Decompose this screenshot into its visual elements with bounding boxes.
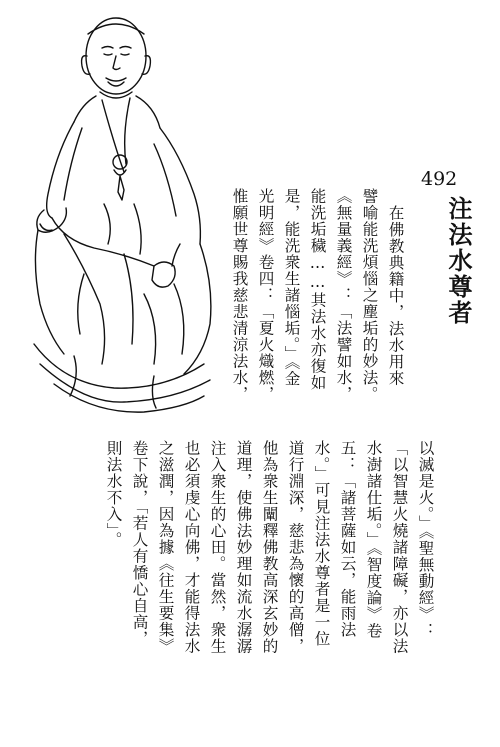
text-column: 是，能洗衆生諸惱垢。」《金 [282, 188, 301, 387]
text-column: 五：「諸菩薩如云，能雨法 [338, 440, 357, 638]
text-column: 注入衆生的心田。當然，衆生 [208, 440, 227, 655]
text-column: 也必須虔心向佛，才能得法水 [182, 440, 201, 655]
text-column: 《無量義經》：「法譬如水， [334, 188, 353, 403]
text-column: 卷下說，「若人有憍心自高， [130, 440, 149, 647]
text-column: 道理，使佛法妙理如流水潺潺 [234, 440, 253, 655]
text-column: 能洗垢穢……其法水亦復如 [308, 188, 327, 391]
text-column: 「以智慧火燒諸障礙，亦以法 [390, 440, 409, 655]
text-column: 水澍諸仕垢。」《智度論》卷 [364, 440, 383, 639]
text-column: 在佛教典籍中，法水用來 [386, 205, 405, 387]
text-column: 道行淵深，慈悲為懷的高僧， [286, 440, 305, 655]
text-column: 則法水不入」。 [104, 440, 123, 548]
text-column: 他為衆生闡釋佛教高深玄妙的 [260, 440, 279, 655]
text-column: 以滅是火。」《聖無動經》： [416, 440, 435, 639]
text-column: 水。」可見注法水尊者是一位 [312, 440, 331, 647]
text-column: 惟願世尊賜我慈悲清涼法水， [230, 188, 249, 403]
text-column: 之滋潤，因為據《往生要集》 [156, 440, 175, 655]
text-column: 光明經》卷四：「夏火熾燃， [256, 188, 275, 403]
text-column: 譬喻能洗煩惱之塵垢的妙法。 [360, 188, 379, 403]
entry-title: 注法水尊者 [444, 196, 473, 326]
entry-number: 492 [421, 168, 458, 190]
arhat-illustration [4, 4, 234, 424]
